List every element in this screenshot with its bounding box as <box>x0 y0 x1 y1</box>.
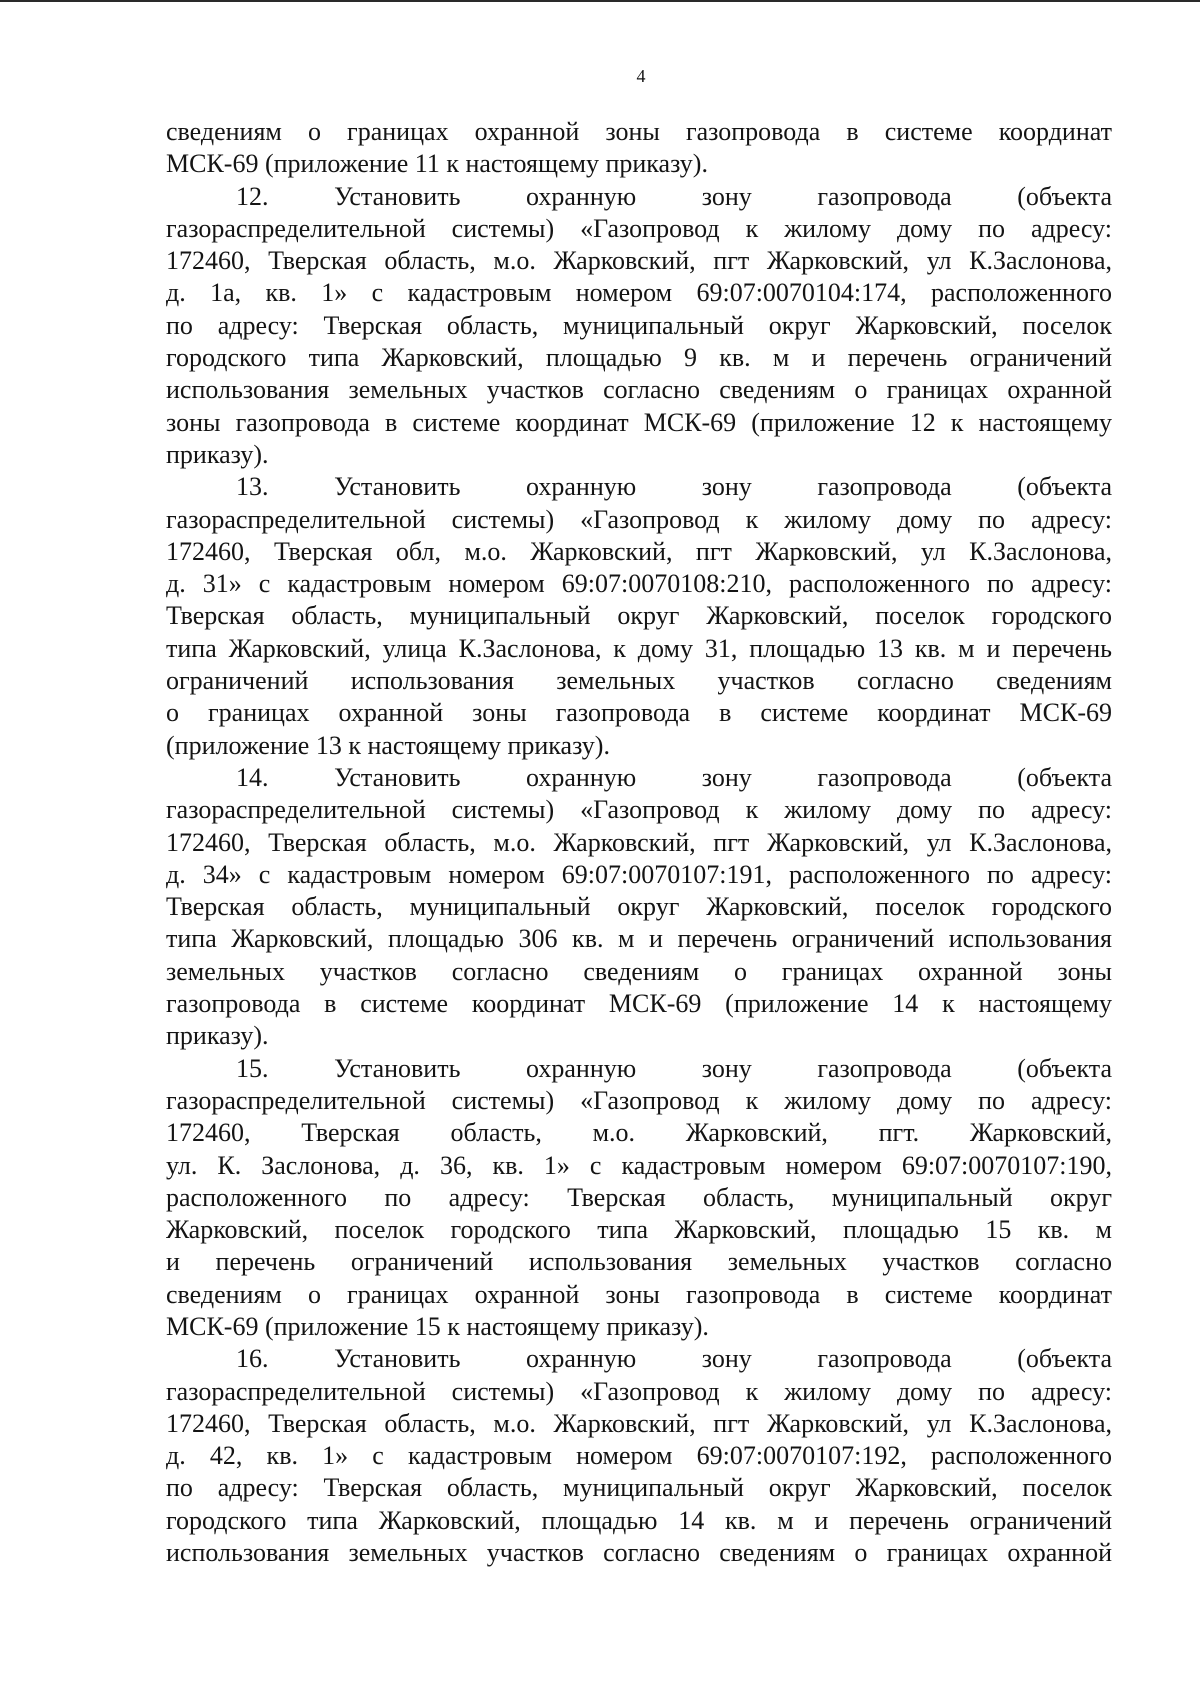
text-line: Тверская область, муниципальный округ Жарковский, поселок городского <box>166 601 1112 631</box>
text-line: земельных участков согласно сведениям о границах охранной зоны <box>166 956 1112 986</box>
text-line: сведениям о границах охранной зоны газопровода в системе координат <box>166 117 1112 146</box>
text-line: 172460, Тверская обл, м.о. Жарковский, пгт Жарковский, ул К.Заслонова, <box>166 536 1112 566</box>
text-line: использования земельных участков согласно сведениям о границах охранной <box>166 1538 1112 1568</box>
text-line: 172460, Тверская область, м.о. Жарковский, пгт Жарковский, ул К.Заслонова, <box>166 246 1112 276</box>
text-line: городского типа Жарковский, площадью 14 кв. м и перечень ограничений <box>166 1505 1112 1535</box>
text-line: 15. Установить охранную зону газопровода (объекта <box>236 1053 1112 1083</box>
text-line: 172460, Тверская область, м.о. Жарковский, пгт Жарковский, ул К.Заслонова, <box>166 1408 1112 1438</box>
page-number: 4 <box>636 66 646 86</box>
text-line: типа Жарковский, улица К.Заслонова, к дому 31, площадью 13 кв. м и перечень <box>166 633 1112 663</box>
text-line: газораспределительной системы) «Газопровод к жилому дому по адресу: <box>166 1376 1112 1406</box>
text-line: газораспределительной системы) «Газопровод к жилому дому по адресу: <box>166 504 1112 534</box>
text-line: по адресу: Тверская область, муниципальный округ Жарковский, поселок <box>166 310 1112 340</box>
text-line: 172460, Тверская область, м.о. Жарковский, пгт. Жарковский, <box>166 1118 1112 1148</box>
text-line: городского типа Жарковский, площадью 9 кв. м и перечень ограничений <box>166 343 1112 373</box>
text-line: д. 42, кв. 1» с кадастровым номером 69:07:0070107:192, расположенного <box>166 1441 1112 1471</box>
text-line: МСК-69 (приложение 15 к настоящему приказу). <box>166 1311 709 1341</box>
text-line: газопровода в системе координат МСК-69 (приложение 14 к настоящему <box>166 989 1112 1019</box>
text-line: зоны газопровода в системе координат МСК-69 (приложение 12 к настоящему <box>166 407 1112 437</box>
text-line: (приложение 13 к настоящему приказу). <box>166 730 610 760</box>
document-body <box>166 116 1112 1569</box>
text-line: д. 34» с кадастровым номером 69:07:0070107:191, расположенного по адресу: <box>166 859 1112 889</box>
text-line: Тверская область, муниципальный округ Жарковский, поселок городского <box>166 892 1112 922</box>
text-line: 16. Установить охранную зону газопровода (объекта <box>236 1344 1112 1374</box>
text-line: МСК-69 (приложение 11 к настоящему приказу). <box>166 149 708 179</box>
text-line: о границах охранной зоны газопровода в системе координат МСК-69 <box>166 698 1112 728</box>
text-line: 172460, Тверская область, м.о. Жарковский, пгт Жарковский, ул К.Заслонова, <box>166 827 1112 857</box>
text-line: 13. Установить охранную зону газопровода (объекта <box>236 472 1112 502</box>
text-line: ул. К. Заслонова, д. 36, кв. 1» с кадастровым номером 69:07:0070107:190, <box>166 1150 1112 1180</box>
text-line: ограничений использования земельных участков согласно сведениям <box>166 666 1112 696</box>
text-line: Жарковский, поселок городского типа Жарковский, площадью 15 кв. м <box>166 1215 1112 1245</box>
text-line: сведениям о границах охранной зоны газопровода в системе координат <box>166 1279 1112 1309</box>
text-line: приказу). <box>166 1021 269 1051</box>
text-line: д. 1а, кв. 1» с кадастровым номером 69:07:0070104:174, расположенного <box>166 278 1112 308</box>
text-line: расположенного по адресу: Тверская область, муниципальный округ <box>166 1182 1112 1212</box>
text-line: 14. Установить охранную зону газопровода (объекта <box>236 762 1112 792</box>
text-line: газораспределительной системы) «Газопровод к жилому дому по адресу: <box>166 1085 1112 1115</box>
text-line: и перечень ограничений использования земельных участков согласно <box>166 1247 1112 1277</box>
text-line: приказу). <box>166 439 269 469</box>
text-line: газораспределительной системы) «Газопровод к жилому дому по адресу: <box>166 795 1112 825</box>
text-line: газораспределительной системы) «Газопровод к жилому дому по адресу: <box>166 213 1112 243</box>
scan-top-edge <box>0 0 1200 2</box>
text-line: типа Жарковский, площадью 306 кв. м и перечень ограничений использования <box>166 924 1112 954</box>
text-line: д. 31» с кадастровым номером 69:07:0070108:210, расположенного по адресу: <box>166 569 1112 599</box>
text-line: по адресу: Тверская область, муниципальный округ Жарковский, поселок <box>166 1473 1112 1503</box>
text-line: использования земельных участков согласно сведениям о границах охранной <box>166 375 1112 405</box>
text-line: 12. Установить охранную зону газопровода (объекта <box>236 181 1112 211</box>
